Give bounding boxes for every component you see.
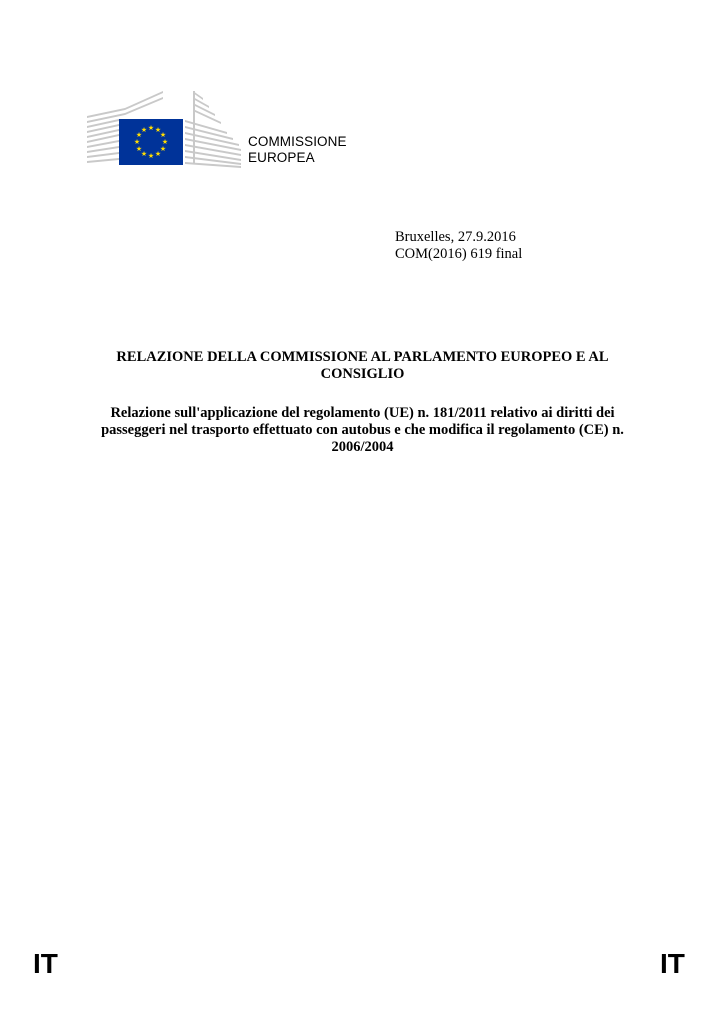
document-title: RELAZIONE DELLA COMMISSIONE AL PARLAMENTO EUROPEO E AL CONSIGLIO [116,349,609,382]
svg-text:★: ★ [140,150,148,158]
svg-text:★: ★ [154,150,162,158]
document-reference: COM(2016) 619 final [395,246,523,262]
svg-text:★: ★ [135,145,143,153]
language-code-right: IT [660,948,685,979]
svg-text:★: ★ [147,124,155,132]
svg-text:★: ★ [133,138,141,146]
european-commission-logo-icon [85,88,245,168]
svg-text:★: ★ [154,126,162,134]
svg-text:★: ★ [140,126,148,134]
place-date: Bruxelles, 27.9.2016 [395,229,516,245]
svg-text:★: ★ [159,145,167,153]
svg-text:★: ★ [159,131,167,139]
document-subtitle: Relazione sull'applicazione del regolamento (UE) n. 181/2011 relativo ai diritti dei passeggeri nel trasporto effettuato con autobus e che modifica il regolamento (CE) n. 2006/2004 [101,405,624,455]
organization-name [248,134,347,166]
organization-name-line2: EUROPEA [248,150,315,165]
language-code-left: IT [33,948,58,979]
svg-text:★: ★ [161,138,169,146]
document-meta [395,229,522,263]
organization-name-line1: COMMISSIONE [248,134,347,149]
svg-text:★: ★ [147,152,155,160]
svg-text:★: ★ [135,131,143,139]
